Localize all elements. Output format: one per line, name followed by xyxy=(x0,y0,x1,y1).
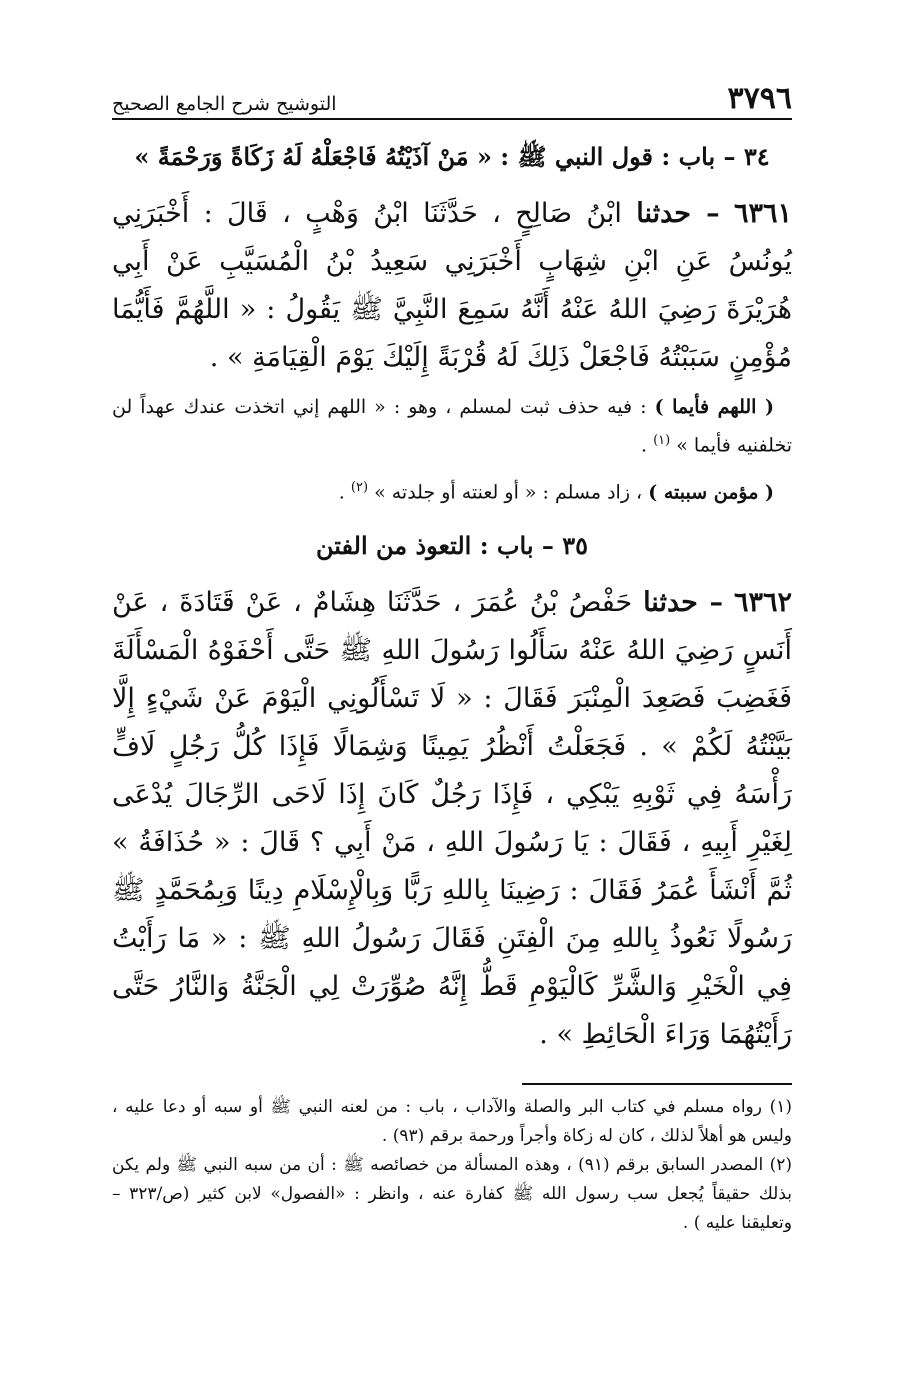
note-end: . xyxy=(338,481,345,504)
note-end: . xyxy=(640,434,648,457)
chapter-heading-34: ٣٤ – باب : قول النبي ﷺ : « مَنْ آذَيْتُهُ فَاجْعَلْهُ لَهُ زَكَاةً وَرَحْمَةً » xyxy=(134,142,770,171)
commentary-note-1 xyxy=(112,390,792,462)
hadith-6362 xyxy=(112,579,792,1059)
note-text: ، زاد مسلم : « أو لعنته أو جلدته » xyxy=(374,481,643,504)
footnote-1: (١) رواه مسلم في كتاب البر والصلة والآداب ، باب : من لعنه النبي ﷺ أو سبه أو دعا عليه ، وليس هو أهلاً لذلك ، كان له زكاة وأجراً ورحمة برقم (٩٣) . xyxy=(112,1097,792,1147)
hadith-lead: – حدثنا xyxy=(636,198,720,230)
footnote-divider xyxy=(522,1083,792,1085)
book-page xyxy=(112,78,792,1238)
note-term: ( مؤمن سببته ) xyxy=(648,481,774,504)
hadith-text: حَفْصُ بْنُ عُمَرَ ، حَدَّثَنَا هِشَامٌ ، عَنْ قَتَادَةَ ، عَنْ أَنَسٍ رَضِيَ اللهُ عَنْهُ سَأَلُوا رَسُولَ اللهِ ﷺ حَتَّى أَحْفَوْهُ الْمَسْأَلَةَ فَغَضِبَ فَصَعِدَ الْمِنْبَرَ فَقَالَ : « لَا تَسْأَلُونِي الْيَوْمَ عَنْ شَيْءٍ إِلَّا بَيَّنْتُهُ لَكُمْ » . فَجَعَلْتُ أَنْظُرُ يَمِينًا وَشِمَالًا فَإِذَا كُلُّ رَجُلٍ لَافٍّ رَأْسَهُ فِي ثَوْبِهِ يَبْكِي ، فَإِذَا رَجُلٌ كَانَ إِذَا لَاحَى الرِّجَالَ يُدْعَى لِغَيْرِ أَبِيهِ ، فَقَالَ : يَا رَسُولَ اللهِ ، مَنْ أَبِي ؟ قَالَ : « حُذَافَةُ » ثُمَّ أَنْشَأَ عُمَرُ فَقَالَ : رَضِينَا بِاللهِ رَبًّا وَبِالْإِسْلَامِ دِينًا وَبِمُحَمَّدٍ ﷺ رَسُولًا نَعُوذُ بِاللهِ مِنَ الْفِتَنِ فَقَالَ رَسُولُ اللهِ ﷺ : « مَا رَأَيْتُ فِي الْخَيْرِ وَالشَّرِّ كَالْيَوْمِ قَطُّ إِنَّهُ صُوِّرَتْ لِي الْجَنَّةُ وَالنَّارُ حَتَّى رَأَيْتُهُمَا وَرَاءَ الْحَائِطِ » . xyxy=(112,587,792,1051)
page-number: ٣٧٩٦ xyxy=(727,81,792,116)
hadith-6361 xyxy=(112,190,792,382)
hadith-number: ٦٣٦٢ xyxy=(733,587,792,619)
running-title: التوشيح شرح الجامع الصحيح xyxy=(112,93,337,115)
hadith-lead: – حدثنا xyxy=(643,587,724,619)
hadith-text: ابْنُ صَالِحٍ ، حَدَّثَنَا ابْنُ وَهْبٍ ، قَالَ : أَخْبَرَنِي يُونُسُ عَنِ ابْنِ شِهَابٍ أَخْبَرَنِي سَعِيدُ بْنُ الْمُسَيَّبِ عَنْ أَبِي هُرَيْرَةَ رَضِيَ اللهُ عَنْهُ أَنَّهُ سَمِعَ النَّبِيَّ ﷺ يَقُولُ : « اللَّهُمَّ فَأَيُّمَا مُؤْمِنٍ سَبَبْتُهُ فَاجْعَلْ ذَلِكَ لَهُ قُرْبَةً إِلَيْكَ يَوْمَ الْقِيَامَةِ » . xyxy=(112,198,792,374)
note-term: ( اللهم فأيما ) xyxy=(654,396,774,419)
page-header xyxy=(112,78,792,120)
footnote-2: (٢) المصدر السابق برقم (٩١) ، وهذه المسألة من خصائصه ﷺ : أن من سبه النبي ﷺ ولم يكن بذلك حقيقاً يُجعل سب رسول الله ﷺ كفارة عنه ، وانظر : «الفصول» لابن كثير (ص/٣٢٣ – وتعليقنا عليه ) . xyxy=(112,1155,792,1234)
note-text: : فيه حذف ثبت لمسلم ، وهو : « اللهم إني اتخذت عندك عهداً لن تخلفنيه فأيما » xyxy=(112,396,792,457)
footnote-ref-2[interactable]: (٢) xyxy=(350,479,369,495)
hadith-number: ٦٣٦١ xyxy=(733,198,792,230)
chapter-heading-35: ٣٥ – باب : التعوذ من الفتن xyxy=(315,531,588,561)
commentary-note-2 xyxy=(112,471,792,509)
footnote-ref-1[interactable]: (١) xyxy=(653,433,671,449)
footnotes xyxy=(112,1093,792,1238)
